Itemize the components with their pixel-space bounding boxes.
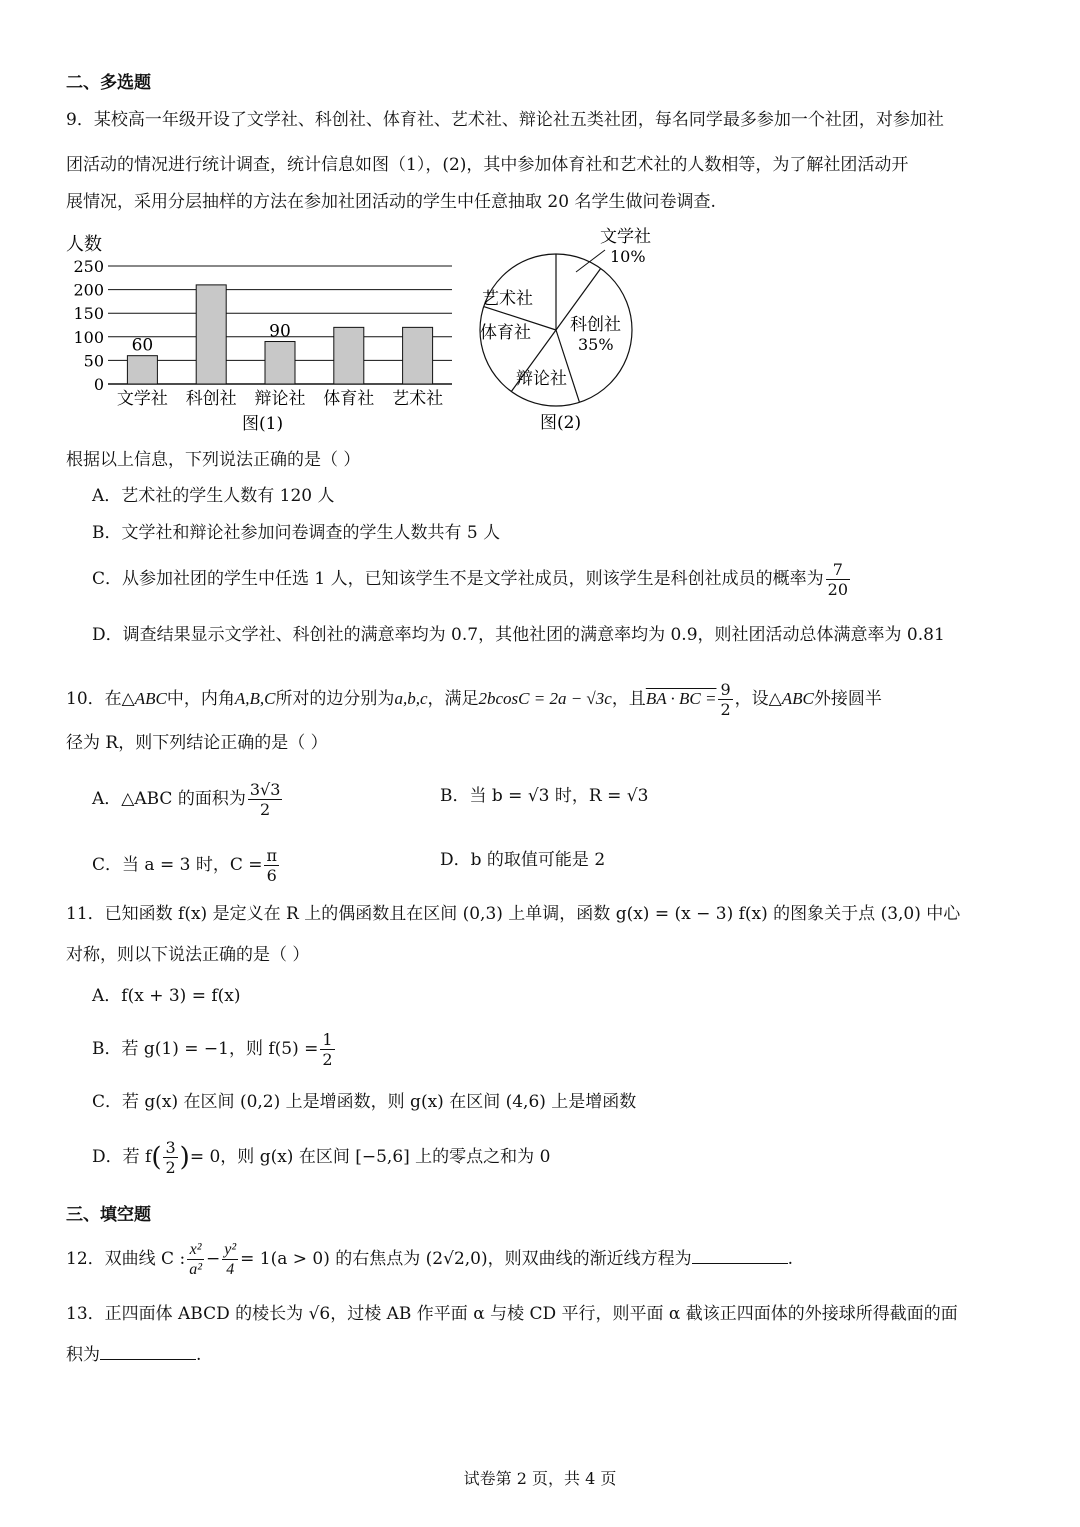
q9-option-c-text: C．从参加社团的学生中任选 1 人，已知该学生不是文学社成员，则该学生是科创社成员的概率为 xyxy=(92,569,824,589)
q11-line-1: 11．已知函数 f(x) 是定义在 R 上的偶函数且在区间 (0,3) 上单调，函数 g(x) = (x − 3) f(x) 的图象关于点 (3,0) 中心 xyxy=(66,904,961,924)
q10-option-a xyxy=(92,780,284,819)
fraction-numerator: x² xyxy=(187,1240,204,1260)
bar-chart-title: 图(1) xyxy=(242,414,284,434)
q10-option-c-fraction xyxy=(264,846,279,885)
fraction-numerator: 3√3 xyxy=(249,780,281,799)
q10-option-b: B．当 b = √3 时，R = √3 xyxy=(440,786,649,806)
pie-label-kechuang: 科创社 xyxy=(570,315,621,335)
q11-option-d-fraction xyxy=(163,1138,177,1177)
bar-1 xyxy=(196,285,226,384)
q9-option-a: A．艺术社的学生人数有 120 人 xyxy=(92,486,335,506)
bar-data-label: 90 xyxy=(269,321,291,342)
bar-chart-ytick-label: 0 xyxy=(93,375,104,394)
q9-line-1: 9．某校高一年级开设了文学社、科创社、体育社、艺术社、辩论社五类社团，每名同学最多参加一个社团，对参加社 xyxy=(66,110,944,130)
q10-sides: a,b,c xyxy=(394,689,428,708)
fraction-numerator: π xyxy=(266,846,277,865)
q13-end: . xyxy=(196,1345,202,1365)
q11-option-b-fraction xyxy=(320,1030,334,1069)
q11-option-c: C．若 g(x) 在区间 (0,2) 上是增函数，则 g(x) 在区间 (4,6) 上是增函数 xyxy=(92,1092,637,1112)
q10-option-a-text: A．△ABC 的面积为 xyxy=(92,789,246,809)
bar-category-label: 科创社 xyxy=(185,389,237,409)
bar-chart-ylabel: 人数 xyxy=(66,234,102,255)
q9-option-c-fraction xyxy=(826,560,850,599)
q11-option-d-text: = 0，则 g(x) 在区间 [−5,6] 上的零点之和为 0 xyxy=(189,1147,551,1167)
q10-option-a-fraction xyxy=(248,780,283,819)
q9-question: 根据以上信息，下列说法正确的是（ ） xyxy=(66,450,361,470)
bar-category-label: 体育社 xyxy=(323,389,375,409)
q12-end: . xyxy=(787,1249,794,1269)
q10-line-2: 径为 R，则下列结论正确的是（ ） xyxy=(66,733,328,753)
bar-chart-ytick-label: 100 xyxy=(73,327,104,347)
q10-text: 中，内角 xyxy=(166,689,235,709)
fraction-numerator: y² xyxy=(224,1241,237,1258)
bar-category-label: 文学社 xyxy=(116,389,168,409)
pie-value-kechuang: 35% xyxy=(578,335,614,354)
fraction-denominator: 2 xyxy=(165,1158,176,1177)
q9-line-3: 展情况，采用分层抽样的方法在参加社团活动的学生中任意抽取 20 名学生做问卷调查. xyxy=(66,192,716,212)
q10-text: ，且 xyxy=(611,689,646,709)
bar-data-label: 60 xyxy=(131,335,154,356)
q9-line-2: 团活动的情况进行统计调查，统计信息如图（1），(2)，其中参加体育社和艺术社的人数相等，为了解社团活动开 xyxy=(66,155,909,175)
bar-category-label: 辩论社 xyxy=(254,389,306,409)
fraction-denominator: 2 xyxy=(260,800,271,819)
fraction-denominator: 2 xyxy=(322,1050,333,1069)
q10-text: 外接圆半 xyxy=(813,689,882,709)
q9-option-c xyxy=(92,560,852,599)
fraction-numerator: 3 xyxy=(165,1138,176,1157)
q10-text: 10．在△ xyxy=(66,689,135,709)
q11-option-b-text: B．若 g(1) = −1，则 f(5) = xyxy=(92,1039,319,1059)
q11-option-b xyxy=(92,1030,337,1069)
q10-angles: A,B,C xyxy=(234,689,276,708)
bar-4 xyxy=(403,327,433,384)
q13-line-2 xyxy=(66,1343,201,1367)
pie-label-bianlun: 辩论社 xyxy=(516,369,567,389)
fraction-denominator: 6 xyxy=(266,866,277,885)
q13-line-1: 13．正四面体 ABCD 的棱长为 √6，过棱 AB 作平面 α 与棱 CD 平行，则平面 α 截该正四面体的外接球所得截面的面 xyxy=(66,1304,958,1324)
q9-option-b: B．文学社和辩论社参加问卷调查的学生人数共有 5 人 xyxy=(92,523,501,543)
bar-chart-figure-1 xyxy=(60,228,460,438)
bar-category-label: 艺术社 xyxy=(392,389,444,409)
section-title-fill-in: 三、填空题 xyxy=(66,1205,151,1225)
paren-left: ( xyxy=(151,1142,162,1173)
pie-chart-title: 图(2) xyxy=(540,413,582,433)
fraction-denominator: 2 xyxy=(720,700,731,719)
page-footer: 试卷第 2 页，共 4 页 xyxy=(463,1469,617,1488)
fraction-denominator: 20 xyxy=(827,580,848,599)
q12-text: = 1(a > 0) 的右焦点为 (2√2,0)，则双曲线的渐近线方程为 xyxy=(240,1249,692,1269)
fraction-denominator: 4 xyxy=(226,1261,235,1278)
q10-line-1 xyxy=(66,680,882,719)
pie-label-tiyu: 体育社 xyxy=(480,323,531,343)
bar-chart-ytick-label: 50 xyxy=(83,351,104,371)
q10-text: ，设△ xyxy=(734,689,782,709)
q10-option-d: D．b 的取值可能是 2 xyxy=(440,850,606,870)
q12-fraction-x xyxy=(187,1240,204,1279)
pie-label-yishu: 艺术社 xyxy=(482,289,533,309)
bar-3 xyxy=(334,327,364,384)
bar-2 xyxy=(265,342,295,384)
pie-label-wenxue: 文学社 xyxy=(600,227,651,247)
q12-answer-blank[interactable] xyxy=(692,1249,788,1264)
q11-line-2: 对称，则以下说法正确的是（ ） xyxy=(66,945,310,965)
q13-answer-blank[interactable] xyxy=(100,1345,196,1360)
q10-equation: 2bcosC = 2a − √3c xyxy=(478,689,612,708)
pie-value-wenxue: 10% xyxy=(610,247,646,266)
section-title-multiple-choice: 二、多选题 xyxy=(66,73,151,93)
q13-text: 积为 xyxy=(66,1345,100,1365)
fraction-denominator: a² xyxy=(189,1261,202,1278)
fraction-numerator: 9 xyxy=(720,680,731,699)
bar-chart-ytick-label: 200 xyxy=(73,280,104,300)
q11-option-a: A．f(x + 3) = f(x) xyxy=(92,986,241,1006)
bar-chart-ytick-label: 150 xyxy=(73,304,104,324)
fraction-numerator: 1 xyxy=(322,1030,333,1049)
q10-text: ，满足 xyxy=(427,689,479,709)
q12-minus: − xyxy=(205,1249,221,1269)
q10-triangle: ABC xyxy=(134,689,167,708)
q10-option-c xyxy=(92,846,281,885)
pie-chart-figure-2 xyxy=(470,222,680,438)
q10-option-c-text: C．当 a = 3 时，C = xyxy=(92,855,263,875)
q10-triangle: ABC xyxy=(781,689,814,708)
q11-option-d xyxy=(92,1138,550,1177)
bar-chart-ytick-label: 250 xyxy=(73,257,104,276)
q12-text: 12．双曲线 C : xyxy=(66,1249,186,1269)
q10-text: 所对的边分别为 xyxy=(275,689,395,709)
paren-right: ) xyxy=(179,1142,190,1173)
bar-0 xyxy=(127,356,157,384)
q12-fraction-y xyxy=(222,1240,238,1279)
q10-fraction xyxy=(718,680,732,719)
q10-vector-dot: BA · BC = xyxy=(645,689,717,708)
q11-option-d-text: D．若 f xyxy=(92,1147,152,1167)
fraction-numerator: 7 xyxy=(826,560,850,580)
q9-option-d: D．调查结果显示文学社、科创社的满意率均为 0.7，其他社团的满意率均为 0.9，则社团活动总体满意率为 0.81 xyxy=(92,625,945,645)
q12-line xyxy=(66,1240,793,1279)
